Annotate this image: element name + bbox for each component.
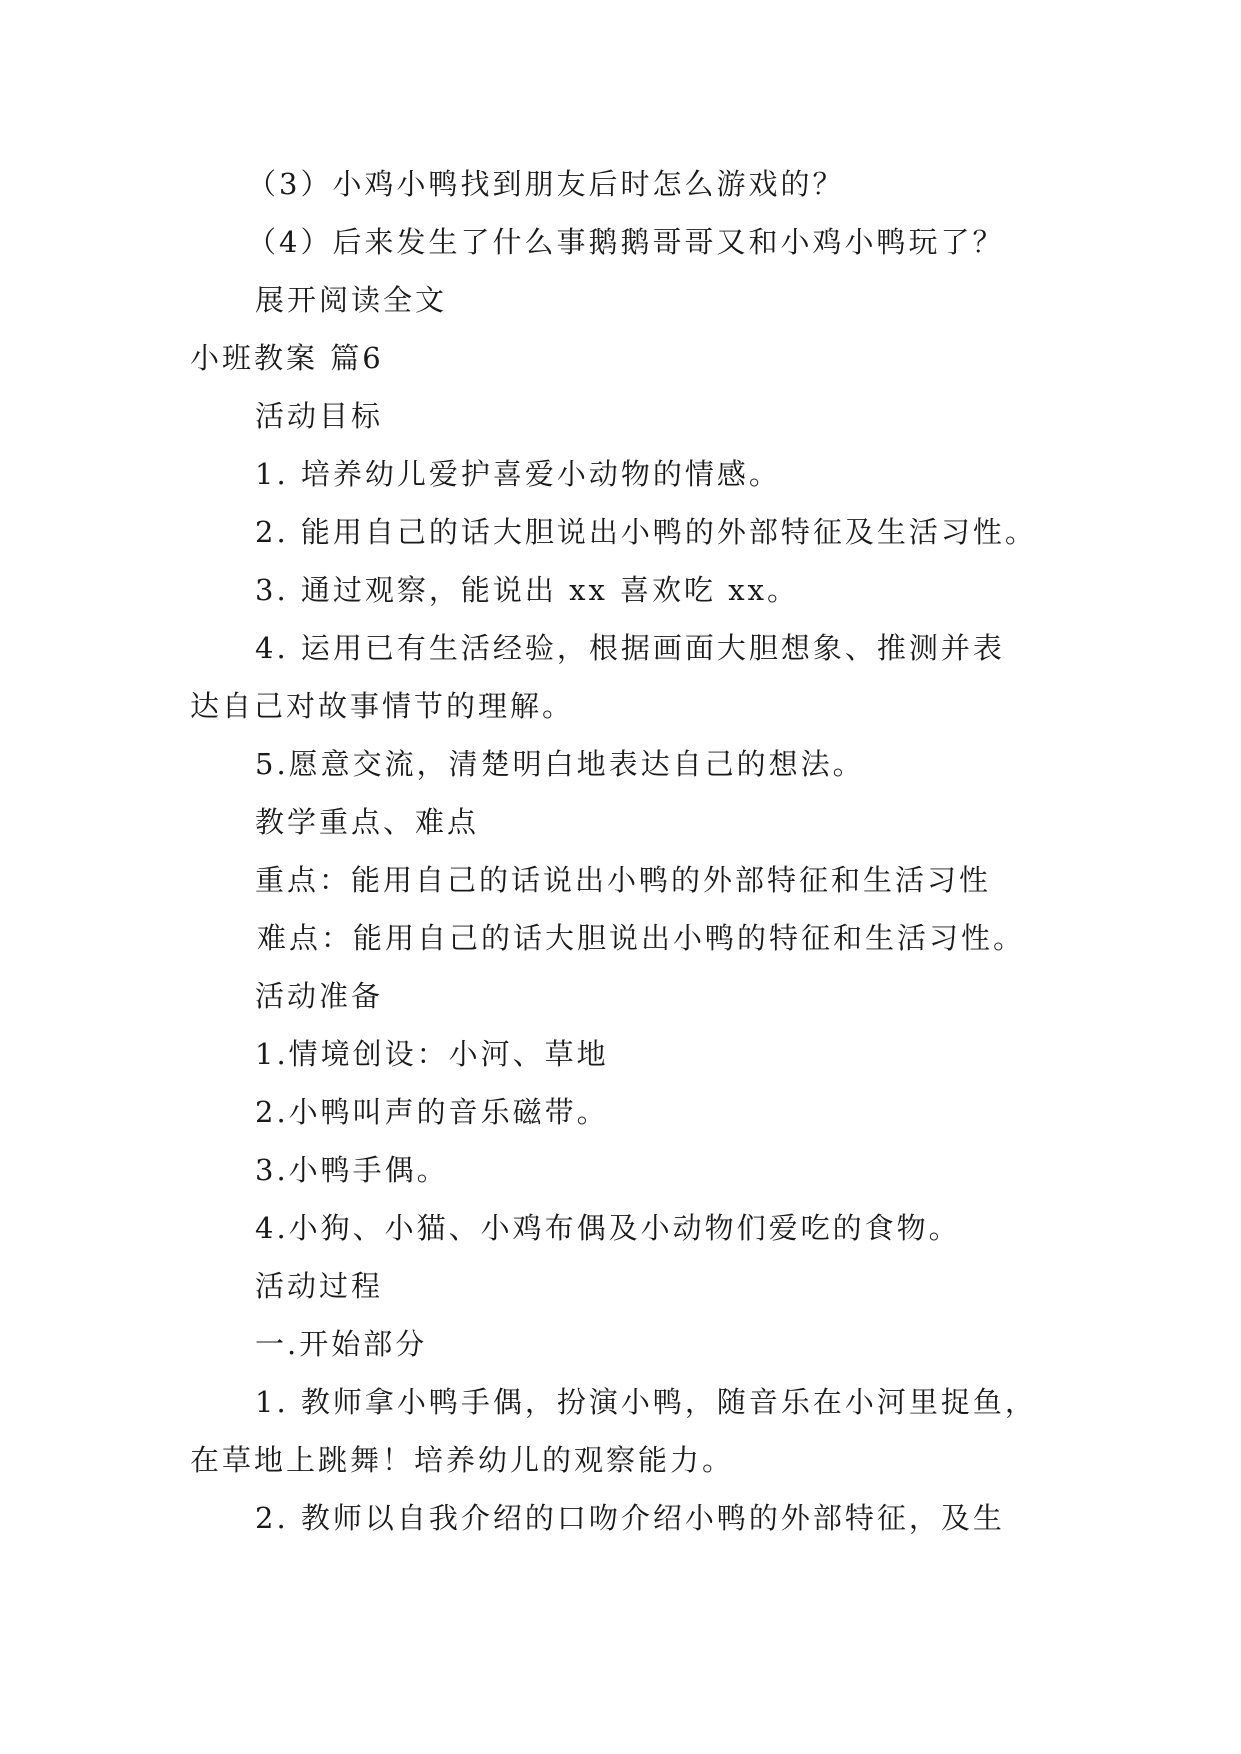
section-title: 小班教案 篇6 — [190, 341, 384, 375]
prep-item-3: 3.小鸭手偶。 — [255, 1153, 449, 1187]
expand-read-link[interactable]: 展开阅读全文 — [255, 283, 448, 317]
goal-item-4: 4. 运用已有生活经验，根据画面大胆想象、推测并表 — [255, 631, 1005, 665]
question-3: （3）小鸡小鸭找到朋友后时怎么游戏的？ — [247, 167, 845, 201]
goal-item-4-continued: 达自己对故事情节的理解。 — [190, 689, 575, 723]
prep-item-4: 4.小狗、小猫、小鸡布偶及小动物们爱吃的食物。 — [255, 1211, 961, 1245]
difficult-point: 难点：能用自己的话大胆说出小鸭的特征和生活习性。 — [257, 921, 1026, 955]
goal-item-3: 3. 通过观察，能说出 xx 喜欢吃 xx。 — [255, 573, 799, 607]
process-part-1: 一.开始部分 — [255, 1327, 428, 1361]
goal-item-5: 5.愿意交流，清楚明白地表达自己的想法。 — [255, 747, 865, 781]
question-4: （4）后来发生了什么事鹅鹅哥哥又和小鸡小鸭玩了？ — [247, 225, 1005, 259]
heading-activity-goals: 活动目标 — [255, 399, 384, 433]
prep-item-1: 1.情境创设：小河、草地 — [255, 1037, 609, 1071]
process-step-1: 1. 教师拿小鸭手偶，扮演小鸭，随音乐在小河里捉鱼， — [255, 1385, 1037, 1419]
prep-item-2: 2.小鸭叫声的音乐磁带。 — [255, 1095, 609, 1129]
process-step-1-continued: 在草地上跳舞！培养幼儿的观察能力。 — [190, 1443, 735, 1477]
heading-process: 活动过程 — [255, 1269, 384, 1303]
heading-key-points: 教学重点、难点 — [255, 805, 480, 839]
goal-item-2: 2. 能用自己的话大胆说出小鸭的外部特征及生活习性。 — [255, 515, 1037, 549]
process-step-2: 2. 教师以自我介绍的口吻介绍小鸭的外部特征，及生 — [255, 1501, 1005, 1535]
goal-item-1: 1. 培养幼儿爱护喜爱小动物的情感。 — [255, 457, 781, 491]
key-point: 重点：能用自己的话说出小鸭的外部特征和生活习性 — [255, 863, 992, 897]
heading-preparation: 活动准备 — [255, 979, 384, 1013]
